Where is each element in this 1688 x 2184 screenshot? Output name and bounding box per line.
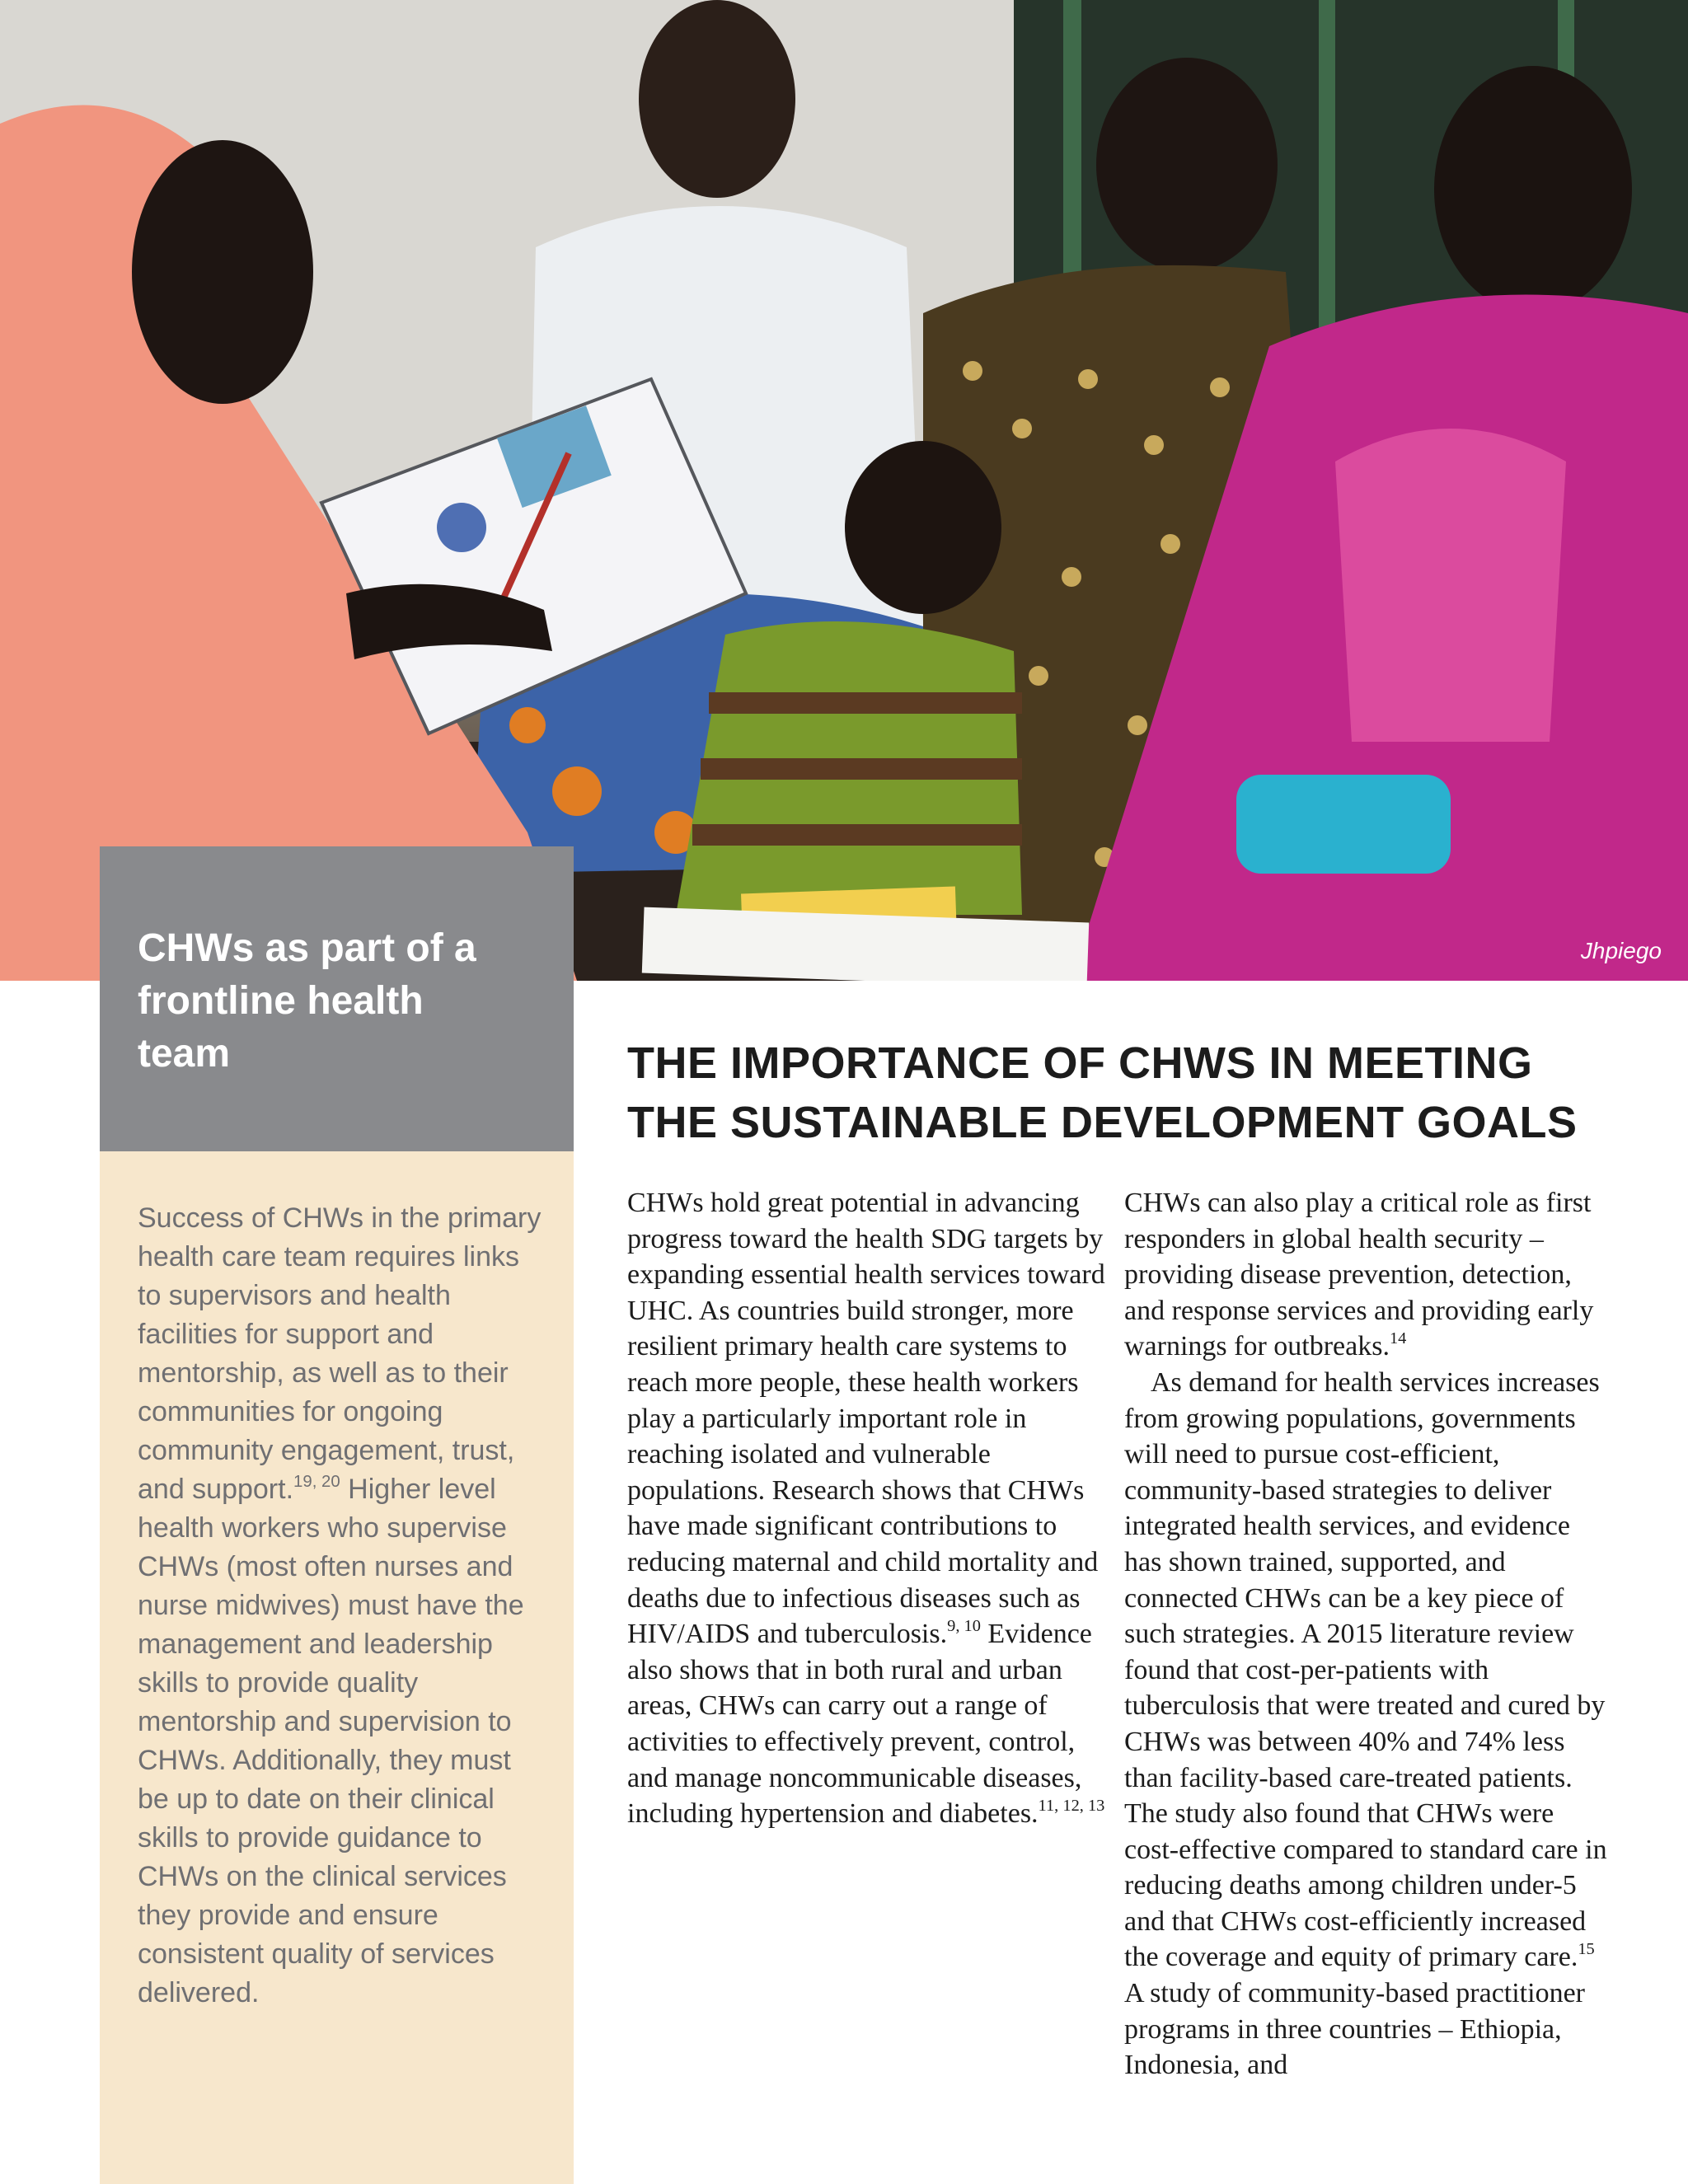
sidebar-text-main: Success of CHWs in the primary health care team requires links to supervisors and health facilities for support and mentorship, as well as to their communities for ongoing community engagement, trust, and support. — [138, 1202, 542, 1505]
hero-photo — [0, 0, 1688, 981]
citation-9-10: 9, 10 — [947, 1616, 981, 1635]
sidebar-body — [100, 1151, 574, 2184]
article-column-1 — [627, 1185, 1114, 1832]
headline-line-2: THE SUSTAINABLE DEVELOPMENT GOALS — [627, 1098, 1578, 1147]
paragraph-1-text-a: CHWs hold great potential in advancing progress toward the health SDG targets by expanding essential health services toward UHC. As countries build stronger, more resilient primary health care systems to reach more people, these health workers play a particularly important role in reaching isolated and vulnerable populations. Research shows that CHWs have made significant contributions to reducing maternal and child mortality and deaths due to infectious diseases such as HIV/AIDS and tuberculosis. — [627, 1188, 1105, 1650]
sidebar-header — [100, 846, 574, 1151]
sidebar-text-rest: Higher level health workers who supervise CHWs (most often nurses and nurse midwives) must have the management and leadership skills to provide quality mentorship and supervision to CHWs. Additionally, they must be up to date on their clinical skills to provide guidance to CHWs on the clinical services they provide and ensure consistent quality of services delivered. — [138, 1474, 524, 2008]
article-headline — [627, 1033, 1616, 1152]
paragraph-1-text-c-continued: CHWs can also play a critical role as first responders in global health security – providing disease prevention, detection, and response services and providing early warnings for outbreaks. — [1124, 1188, 1594, 1362]
article-paragraph-2 — [1124, 1365, 1611, 2083]
headline-line-1: THE IMPORTANCE OF CHWS IN MEETING — [627, 1038, 1533, 1088]
citation-15: 15 — [1578, 1940, 1595, 1959]
citation-11-13: 11, 12, 13 — [1038, 1796, 1105, 1815]
sidebar-text — [138, 1199, 542, 2013]
paragraph-1-text-b: Evidence also shows that in both rural and urban areas, CHWs can carry out a range of activities to effectively prevent, control, and manage noncommunicable diseases, including hypertension and diabetes. — [627, 1619, 1092, 1830]
sidebar-citation: 19, 20 — [293, 1472, 340, 1491]
sidebar-title: CHWs as part of a frontline health team — [138, 926, 476, 1076]
photo-credit: Jhpiego — [1580, 938, 1662, 963]
citation-14: 14 — [1389, 1329, 1407, 1348]
article-paragraph-1-continued — [1124, 1185, 1611, 1365]
article-column-2 — [1124, 1185, 1611, 2083]
paragraph-2-text-b: A study of community-based practitioner programs in three countries – Ethiopia, Indonesia, and — [1124, 1978, 1585, 2081]
article-paragraph-1 — [627, 1185, 1114, 1832]
paragraph-2-text-a: As demand for health services increases from growing populations, governments will need to pursue cost-efficient, community-based strategies to deliver integrated health services, and evidence has shown trained, supported, and connected CHWs can be a key piece of such strategies. A 2015 literature review found that cost-per-patients with tuberculosis that were treated and cured by CHWs was between 40% and 74% less than facility-based care-treated patients. The study also found that CHWs were cost-effective compared to standard care in reducing deaths among children under-5 and that CHWs cost-efficiently increased the coverage and equity of primary care. — [1124, 1366, 1607, 1973]
photo-illustration — [0, 0, 1688, 981]
